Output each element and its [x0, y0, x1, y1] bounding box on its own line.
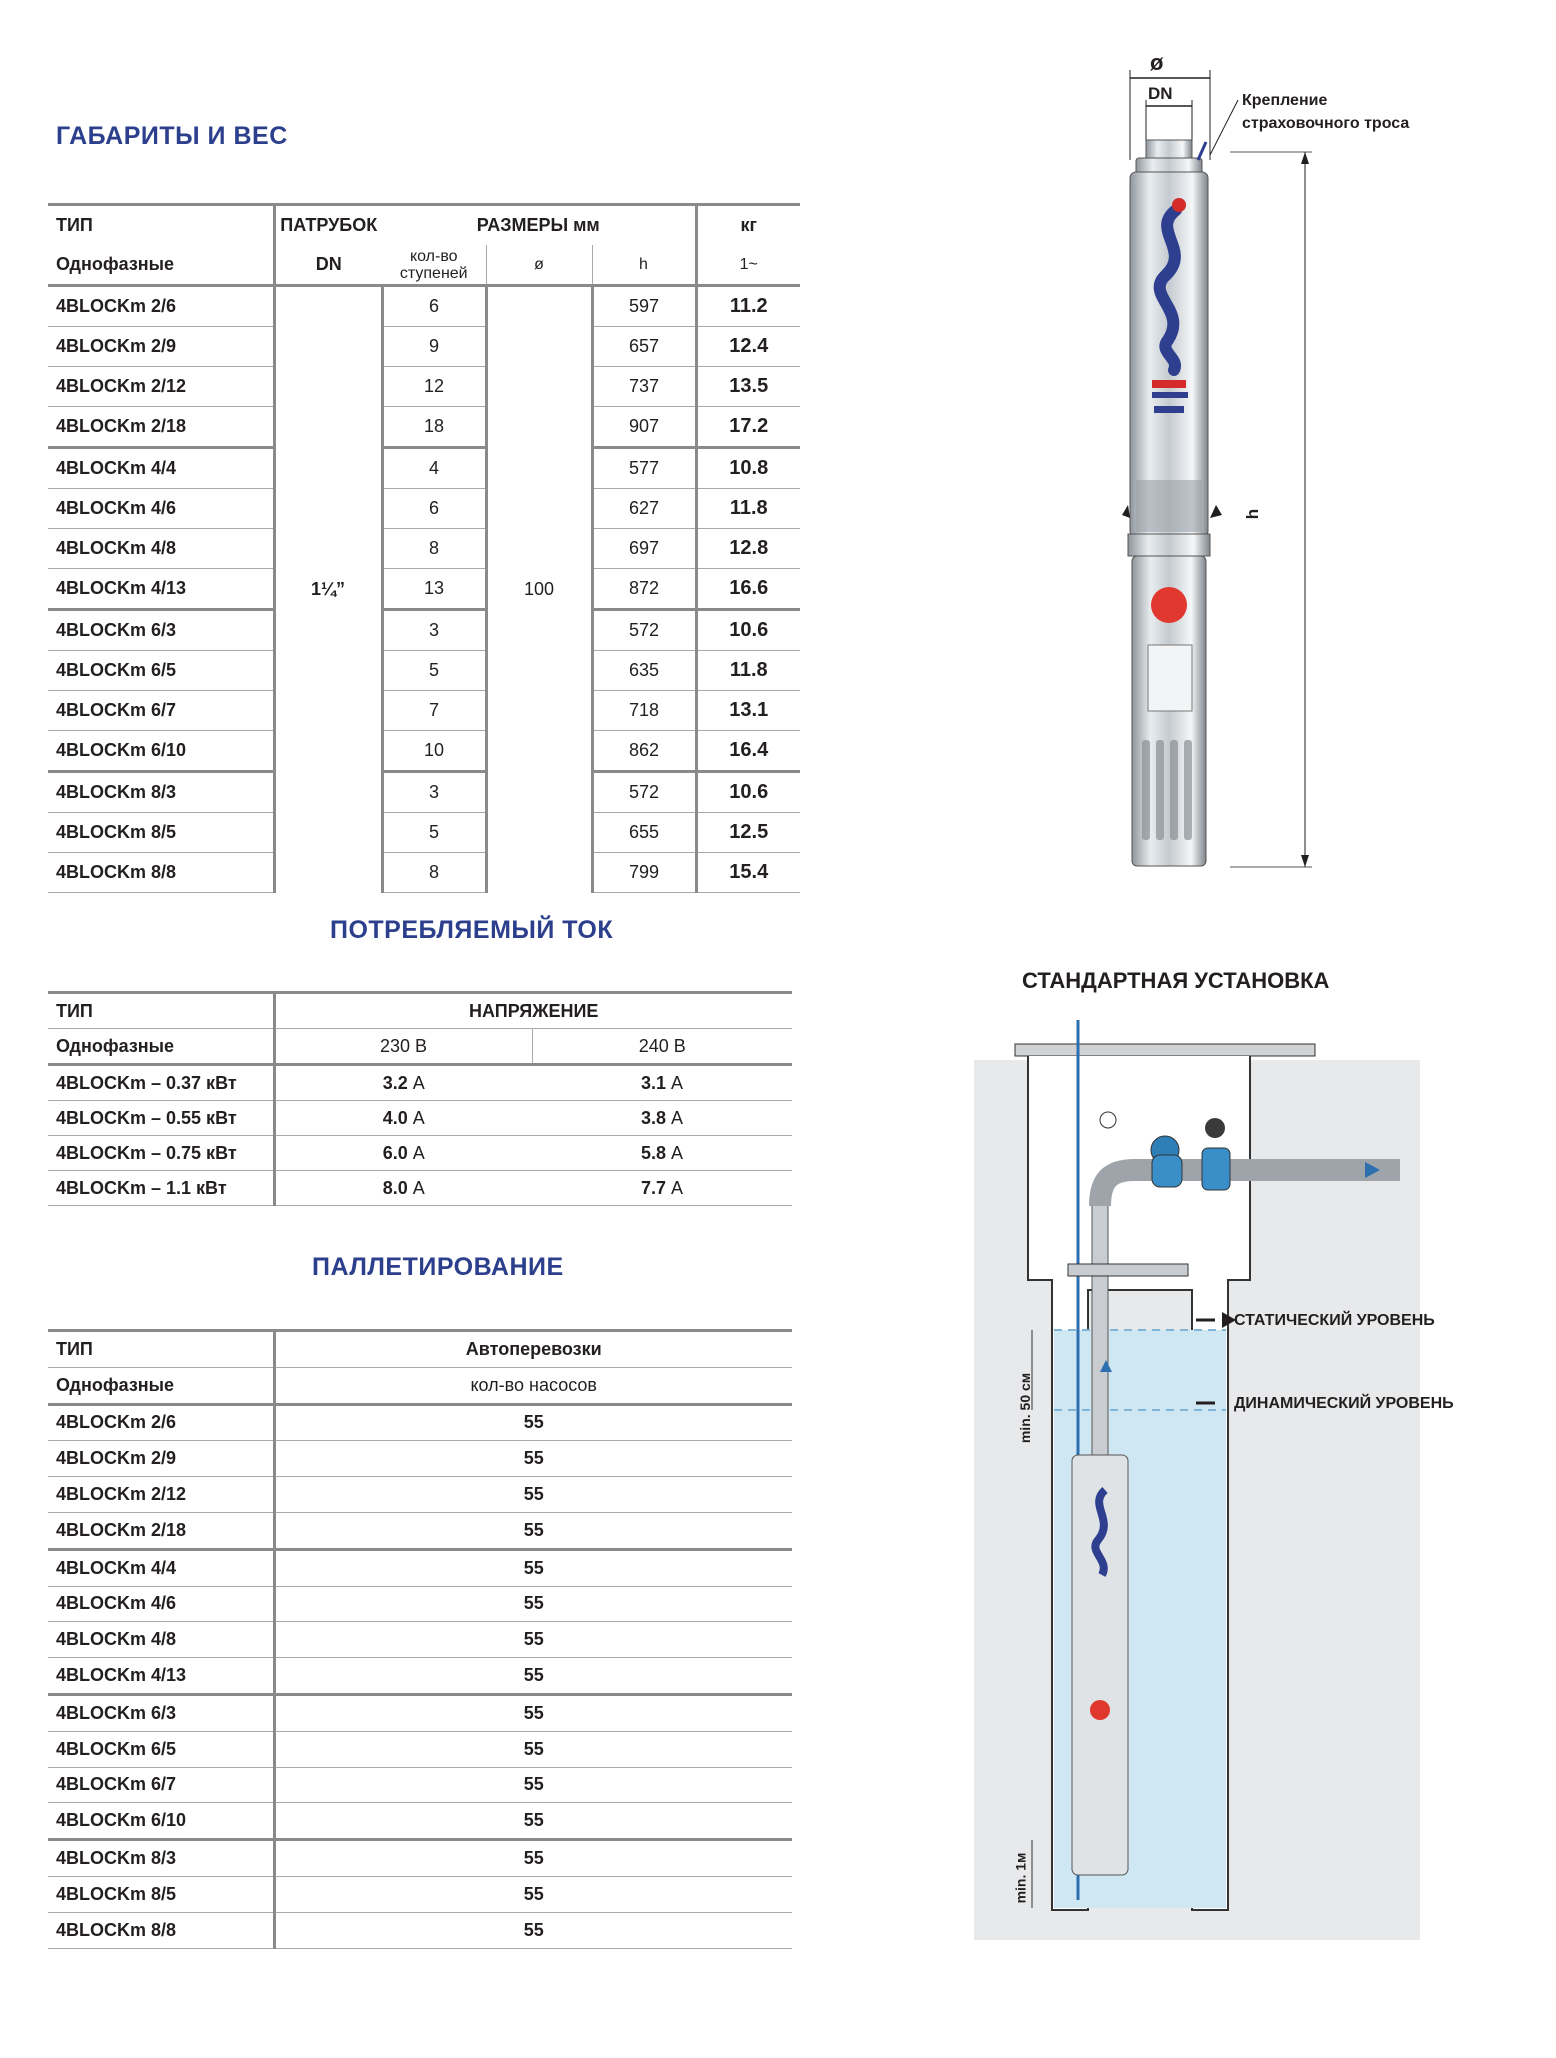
static-level-label: СТАТИЧЕСКИЙ УРОВЕНЬ: [1234, 1312, 1435, 1329]
table-row: [48, 1136, 792, 1171]
row-type: 4BLOCKm 4/6: [48, 489, 274, 529]
row-type: 4BLOCKm 2/12: [48, 1477, 274, 1513]
row-kg: 12.5: [696, 813, 800, 853]
row-h: 862: [592, 731, 696, 772]
row-h: 635: [592, 651, 696, 691]
row-stages: 8: [382, 853, 486, 893]
table-row: [48, 1876, 792, 1912]
table-row: [48, 1404, 792, 1441]
row-stages: 18: [382, 407, 486, 448]
current-title: ПОТРЕБЛЯЕМЫЙ ТОК: [330, 916, 614, 944]
table-row: [48, 1694, 792, 1731]
row-kg: 10.6: [696, 772, 800, 813]
table-row: [48, 1171, 792, 1206]
row-stages: 4: [382, 448, 486, 489]
row-h: 627: [592, 489, 696, 529]
row-kg: 16.6: [696, 569, 800, 610]
cur-hdr-single-phase: Однофазные: [48, 1029, 274, 1065]
dimensions-table: [48, 203, 800, 893]
hdr-sizes: РАЗМЕРЫ мм: [382, 205, 696, 246]
row-type: 4BLOCKm 2/9: [48, 1441, 274, 1477]
pump-dimension-drawing: [1080, 40, 1320, 890]
cable-label-line1: Крепление: [1242, 92, 1328, 109]
height-label: h: [1243, 508, 1263, 520]
row-h: 597: [592, 286, 696, 327]
row-type: 4BLOCKm 2/6: [48, 1404, 274, 1441]
table-row: [48, 367, 800, 407]
row-stages: 13: [382, 569, 486, 610]
row-h: 872: [592, 569, 696, 610]
row-kg: 12.4: [696, 327, 800, 367]
cur-hdr-240: 240 В: [532, 1029, 792, 1065]
row-type: 4BLOCKm 8/8: [48, 853, 274, 893]
table-row: [48, 1767, 792, 1803]
table-row: [48, 1731, 792, 1767]
pallet-title: ПАЛЛЕТИРОВАНИЕ: [312, 1253, 564, 1281]
table-row: [48, 1512, 792, 1549]
table-row: [48, 1622, 792, 1658]
hdr-port: ПАТРУБОК: [274, 205, 382, 246]
table-row: [48, 327, 800, 367]
row-stages: 5: [382, 813, 486, 853]
installation-diagram: [960, 1020, 1460, 1960]
table-row: [48, 1101, 792, 1136]
row-type: 4BLOCKm 2/9: [48, 327, 274, 367]
row-type: 4BLOCKm 4/13: [48, 569, 274, 610]
row-type: 4BLOCKm – 1.1 кВт: [48, 1171, 274, 1206]
row-type: 4BLOCKm 4/4: [48, 448, 274, 489]
row-qty: 55: [274, 1586, 792, 1622]
current-table: [48, 991, 792, 1206]
row-type: 4BLOCKm 2/18: [48, 1512, 274, 1549]
cur-hdr-type: ТИП: [48, 993, 274, 1029]
table-row: [48, 651, 800, 691]
hdr-kg: кг: [696, 205, 800, 246]
table-row: [48, 286, 800, 327]
row-type: 4BLOCKm – 0.75 кВт: [48, 1136, 274, 1171]
min1-line1: min.: [1012, 1874, 1029, 1904]
row-240: [532, 1171, 792, 1206]
motor-label-plate: [1148, 645, 1192, 711]
row-type: 4BLOCKm – 0.55 кВт: [48, 1101, 274, 1136]
row-type: 4BLOCKm 6/10: [48, 1803, 274, 1840]
unit-240: А: [671, 1142, 684, 1163]
pallet-table: [48, 1329, 792, 1949]
table-row: [48, 731, 800, 772]
row-kg: 10.6: [696, 610, 800, 651]
row-h: 577: [592, 448, 696, 489]
min1-line2: 1м: [1012, 1852, 1029, 1871]
row-type: 4BLOCKm 4/13: [48, 1658, 274, 1695]
pressure-gauge: [1100, 1112, 1116, 1128]
row-kg: 17.2: [696, 407, 800, 448]
table-row: [48, 1803, 792, 1840]
row-h: 572: [592, 610, 696, 651]
dn-label: DN: [1148, 84, 1173, 103]
table-row: [48, 1912, 792, 1948]
row-type: 4BLOCKm 4/6: [48, 1586, 274, 1622]
row-230: [274, 1136, 532, 1171]
val-230: 6.0: [382, 1142, 408, 1163]
row-kg: 11.8: [696, 651, 800, 691]
row-230: [274, 1171, 532, 1206]
row-type: 4BLOCKm 6/10: [48, 731, 274, 772]
dimensions-title: ГАБАРИТЫ И ВЕС: [56, 122, 288, 150]
row-230: [274, 1101, 532, 1136]
row-qty: 55: [274, 1477, 792, 1513]
row-type: 4BLOCKm 8/8: [48, 1912, 274, 1948]
row-230: [274, 1065, 532, 1101]
pal-hdr-type: ТИП: [48, 1331, 274, 1368]
val-230: 3.2: [382, 1072, 408, 1093]
row-stages: 6: [382, 286, 486, 327]
row-type: 4BLOCKm 6/3: [48, 610, 274, 651]
row-type: 4BLOCKm – 0.37 кВт: [48, 1065, 274, 1101]
row-kg: 16.4: [696, 731, 800, 772]
row-kg: 11.8: [696, 489, 800, 529]
val-240: 5.8: [640, 1142, 666, 1163]
row-stages: 7: [382, 691, 486, 731]
hdr-stages-line1: кол-во: [409, 247, 458, 265]
table-row: [48, 1065, 792, 1101]
row-stages: 5: [382, 651, 486, 691]
hdr-diameter: ø: [486, 245, 592, 286]
min50-line1: min.: [1017, 1414, 1034, 1444]
row-kg: 12.8: [696, 529, 800, 569]
row-qty: 55: [274, 1512, 792, 1549]
row-240: [532, 1101, 792, 1136]
cable-leader-line: [1210, 100, 1238, 155]
row-type: 4BLOCKm 2/18: [48, 407, 274, 448]
hdr-type: ТИП: [48, 205, 274, 246]
val-230: 4.0: [382, 1107, 408, 1128]
pal-hdr-single-phase: Однофазные: [48, 1367, 274, 1404]
row-qty: 55: [274, 1731, 792, 1767]
row-qty: 55: [274, 1404, 792, 1441]
row-kg: 11.2: [696, 286, 800, 327]
dn-value: 1¼”: [274, 286, 382, 893]
val-240: 3.8: [640, 1107, 666, 1128]
row-kg: 13.1: [696, 691, 800, 731]
min50-label: [1017, 1373, 1033, 1443]
table-row: [48, 1840, 792, 1877]
row-h: 907: [592, 407, 696, 448]
min50-line2: 50 см: [1017, 1372, 1034, 1411]
val-240: 7.7: [640, 1177, 666, 1198]
row-240: [532, 1136, 792, 1171]
row-type: 4BLOCKm 8/3: [48, 772, 274, 813]
row-qty: 55: [274, 1803, 792, 1840]
row-qty: 55: [274, 1876, 792, 1912]
table-row: [48, 1441, 792, 1477]
hdr-stages-line2: ступеней: [399, 264, 468, 282]
motor-red-logo: [1151, 587, 1187, 623]
row-kg: 15.4: [696, 853, 800, 893]
row-qty: 55: [274, 1694, 792, 1731]
row-qty: 55: [274, 1549, 792, 1586]
row-qty: 55: [274, 1767, 792, 1803]
table-row: [48, 569, 800, 610]
table-row: [48, 813, 800, 853]
row-stages: 12: [382, 367, 486, 407]
cable-label-line2: страховочного троса: [1242, 115, 1410, 132]
row-type: 4BLOCKm 2/6: [48, 286, 274, 327]
val-240: 3.1: [640, 1072, 666, 1093]
table-row: [48, 691, 800, 731]
row-type: 4BLOCKm 6/3: [48, 1694, 274, 1731]
gate-valve: [1202, 1148, 1230, 1190]
hdr-h: h: [592, 245, 696, 286]
cur-hdr-230: 230 В: [274, 1029, 532, 1065]
table-row: [48, 1549, 792, 1586]
table-row: [48, 1477, 792, 1513]
installation-title: СТАНДАРТНАЯ УСТАНОВКА: [1022, 968, 1330, 993]
table-row: [48, 448, 800, 489]
val-230: 8.0: [382, 1177, 408, 1198]
min1-label: [1012, 1853, 1028, 1904]
row-240: [532, 1065, 792, 1101]
diameter-label: ø: [1150, 50, 1164, 75]
hdr-kg-sub: 1~: [696, 245, 800, 286]
dynamic-level-label: ДИНАМИЧЕСКИЙ УРОВЕНЬ: [1234, 1395, 1454, 1412]
row-qty: 55: [274, 1840, 792, 1877]
table-row: [48, 1586, 792, 1622]
unit-240: А: [671, 1072, 684, 1093]
pal-hdr-qty: кол-во насосов: [274, 1367, 792, 1404]
row-h: 697: [592, 529, 696, 569]
unit-230: А: [412, 1072, 425, 1093]
row-type: 4BLOCKm 6/7: [48, 691, 274, 731]
row-kg: 13.5: [696, 367, 800, 407]
row-stages: 9: [382, 327, 486, 367]
pal-hdr-transport: Автоперевозки: [274, 1331, 792, 1368]
row-type: 4BLOCKm 6/7: [48, 1767, 274, 1803]
row-type: 4BLOCKm 4/8: [48, 1622, 274, 1658]
row-type: 4BLOCKm 8/3: [48, 1840, 274, 1877]
check-valve: [1152, 1155, 1182, 1187]
hdr-stages: [382, 245, 486, 286]
diameter-value: 100: [486, 286, 592, 893]
row-h: 718: [592, 691, 696, 731]
table-row: [48, 610, 800, 651]
pump-inlet-grid: [1136, 480, 1202, 532]
row-type: 4BLOCKm 6/5: [48, 651, 274, 691]
row-qty: 55: [274, 1658, 792, 1695]
row-type: 4BLOCKm 4/4: [48, 1549, 274, 1586]
row-stages: 3: [382, 772, 486, 813]
row-type: 4BLOCKm 4/8: [48, 529, 274, 569]
row-stages: 8: [382, 529, 486, 569]
row-h: 572: [592, 772, 696, 813]
hdr-single-phase: Однофазные: [48, 245, 274, 286]
unit-240: А: [671, 1177, 684, 1198]
hdr-dn: DN: [274, 245, 382, 286]
row-type: 4BLOCKm 6/5: [48, 1731, 274, 1767]
row-stages: 3: [382, 610, 486, 651]
row-h: 799: [592, 853, 696, 893]
cur-hdr-voltage: НАПРЯЖЕНИЕ: [274, 993, 792, 1029]
unit-230: А: [412, 1142, 425, 1163]
row-stages: 10: [382, 731, 486, 772]
row-type: 4BLOCKm 8/5: [48, 1876, 274, 1912]
unit-230: А: [412, 1177, 425, 1198]
row-stages: 6: [382, 489, 486, 529]
table-row: [48, 772, 800, 813]
row-h: 737: [592, 367, 696, 407]
row-qty: 55: [274, 1622, 792, 1658]
unit-230: А: [412, 1107, 425, 1128]
row-h: 657: [592, 327, 696, 367]
table-row: [48, 407, 800, 448]
row-type: 4BLOCKm 8/5: [48, 813, 274, 853]
row-qty: 55: [274, 1912, 792, 1948]
row-h: 655: [592, 813, 696, 853]
table-row: [48, 1658, 792, 1695]
table-row: [48, 489, 800, 529]
table-row: [48, 529, 800, 569]
row-kg: 10.8: [696, 448, 800, 489]
row-type: 4BLOCKm 2/12: [48, 367, 274, 407]
unit-240: А: [671, 1107, 684, 1128]
table-row: [48, 853, 800, 893]
row-qty: 55: [274, 1441, 792, 1477]
